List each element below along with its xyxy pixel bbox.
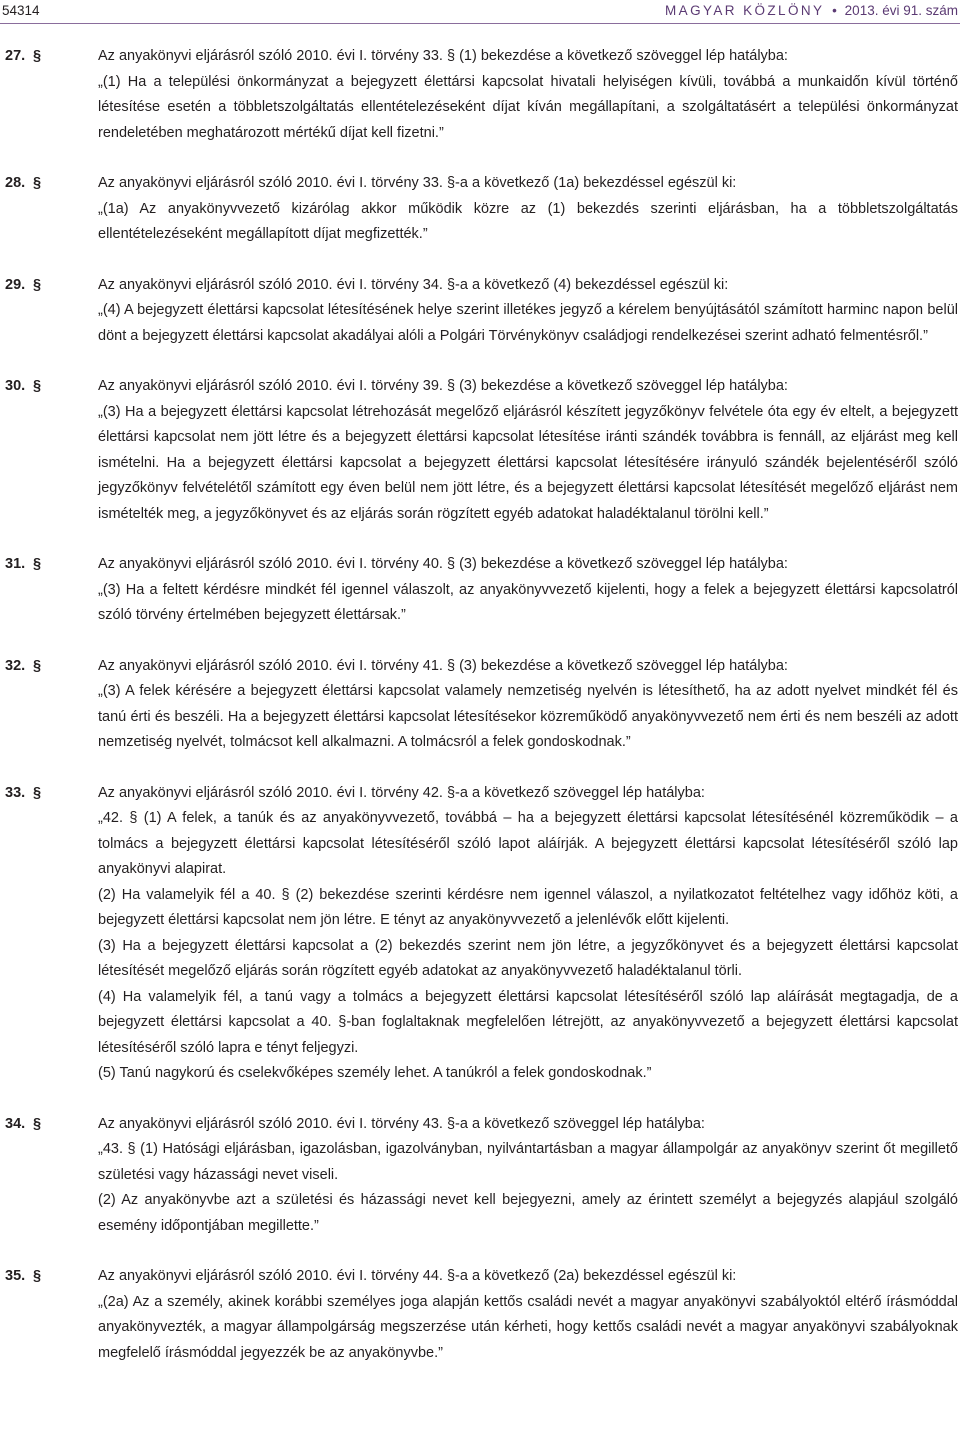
section-body [98, 171, 958, 248]
section-sign: § [33, 784, 42, 801]
section-sign: § [33, 276, 42, 293]
amended-text-paragraph: „(4) A bejegyzett élettársi kapcsolat létesítésének helye szerint illetékes jegyző a kérelem benyújtásától számított harminc napon belül dönt a bejegyzett élettársi kapcsolat akadályai alóli a Polgári Törvénykönyv családjogi rendelkezései szerint adható felmentésről.” [98, 302, 958, 344]
section-number: 32. [5, 657, 26, 674]
section-number: 28. [5, 175, 26, 191]
section-sign: § [33, 48, 42, 64]
amendment-intro: Az anyakönyvi eljárásról szóló 2010. évi I. törvény 43. §-a a következő szöveggel lép hatályba: [98, 1115, 705, 1132]
section [0, 781, 958, 1087]
amended-text-paragraph: „(2a) Az a személy, akinek korábbi személyes joga alapján kettős családi nevét a magyar anyakönyvi szabályoktól eltérő írásmóddal anyakönyvezték, a magyar állampolgárság megszerzése után kérheti, hogy kettős családi nevét a magyar anyakönyvi szabályoknak megfelelő írásmóddal jegyezzék be az anyakönyvbe.” [98, 1293, 958, 1361]
section-number: 34. [5, 1115, 26, 1132]
header-bullet: • [832, 3, 837, 18]
section-sign: § [33, 378, 42, 394]
amended-text-paragraph: „42. § (1) A felek, a tanúk és az anyakönyvvezető, továbbá – ha a bejegyzett élettársi kapcsolat létesítésénél közreműködik – a tolmács a bejegyzett élettársi kapcsolat létesítéséről szóló lapot aláírják. A bejegyzett élettársi kapcsolat létesítéséről szóló lap anyakönyvi alapirat. [98, 810, 958, 877]
amendment-intro: Az anyakönyvi eljárásról szóló 2010. évi I. törvény 42. §-a a következő szöveggel lép hatályba: [98, 784, 705, 801]
section-sign: § [33, 1115, 42, 1132]
section-body [98, 552, 958, 629]
section-number: 33. [5, 784, 26, 801]
amendment-intro: Az anyakönyvi eljárásról szóló 2010. évi I. törvény 44. §-a a következő (2a) bekezdéssel egészül ki: [98, 1268, 737, 1284]
amended-text-paragraph: „(1) Ha a települési önkormányzat a bejegyzett élettársi kapcsolat hivatali helyiségen kívüli, továbbá a munkaidőn kívül történő létesítése esetén a többletszolgáltatás ellentételezéseként díjat kíván megállapítani, a szolgáltatásért a települési önkormányzat rendeletében meghatározott mértékű díjat kell fizetni.” [98, 73, 958, 141]
issue-info: 2013. évi 91. szám [844, 3, 958, 18]
section-number: 31. [5, 556, 26, 572]
section [0, 171, 958, 248]
section-sign: § [33, 1268, 42, 1284]
section [0, 1264, 958, 1366]
amendment-intro: Az anyakönyvi eljárásról szóló 2010. évi I. törvény 40. § (3) bekezdése a következő szöveggel lép hatályba: [98, 556, 788, 572]
section-sign: § [33, 556, 42, 572]
amended-text-paragraph: (2) Ha valamelyik fél a 40. § (2) bekezdése szerinti kérdésre nem igennel válaszol, a nyilatkozatot feltételhez vagy időhöz köti, a bejegyzett élettársi kapcsolat nem jön létre. E tényt az anyakönyvvezető a jelenlévők előtt kijelenti. [98, 886, 958, 928]
section-body [98, 44, 958, 146]
page-number: 54314 [2, 3, 40, 18]
amended-text-paragraph: (5) Tanú nagykorú és cselekvőképes személy lehet. A tanúkról a felek gondoskodnak.” [98, 1065, 652, 1081]
header-rule [0, 23, 960, 24]
amended-text-paragraph: „(3) A felek kérésére a bejegyzett élettársi kapcsolat valamely nemzetiség nyelvén is létesíthető, ha az adott nyelvet mindkét fél és tanú érti és beszéli. Ha a bejegyzett élettársi kapcsolat létesítésekor közreműködő anyakönyvvezető nem érti és nem beszéli az adott nemzetiség nyelvét, tolmácsot kell alkalmazni. A tolmácsról a felek gondoskodnak.” [98, 683, 958, 750]
section [0, 552, 958, 629]
section [0, 273, 958, 350]
amendment-intro: Az anyakönyvi eljárásról szóló 2010. évi I. törvény 41. § (3) bekezdése a következő szöveggel lép hatályba: [98, 657, 788, 674]
section [0, 44, 958, 146]
section-body [98, 781, 958, 1087]
amendment-intro: Az anyakönyvi eljárásról szóló 2010. évi I. törvény 33. § (1) bekezdése a következő szöveggel lép hatályba: [98, 48, 788, 64]
section-number: 29. [5, 276, 26, 293]
amendment-intro: Az anyakönyvi eljárásról szóló 2010. évi I. törvény 34. §-a a következő (4) bekezdéssel egészül ki: [98, 276, 729, 293]
amended-text-paragraph: „(3) Ha a feltett kérdésre mindkét fél igennel válaszolt, az anyakönyvvezető kijelenti, hogy a felek a bejegyzett élettársi kapcsolatról szóló törvény értelmében bejegyzett élettársak.” [98, 581, 958, 623]
page-header [0, 0, 960, 24]
section-number: 30. [5, 378, 26, 394]
journal-title: MAGYAR KÖZLÖNY [665, 3, 825, 18]
section-sign: § [33, 175, 42, 191]
amendment-intro: Az anyakönyvi eljárásról szóló 2010. évi I. törvény 39. § (3) bekezdése a következő szöveggel lép hatályba: [98, 378, 788, 394]
amended-text-paragraph: „(3) Ha a bejegyzett élettársi kapcsolat létrehozását megelőző eljárásról készített jegyzőkönyv felvétele óta egy év eltelt, a bejegyzett élettársi kapcsolat nem jött létre és a bejegyzett élettársi kapcsolat létesítése iránti szándék továbbra is fennáll, az eljárást meg kell ismételni. Ha a bejegyzett élettársi kapcsolat a bejegyzett élettársi kapcsolat létesítésére irányuló szándék bejelentéséről szóló jegyzőkönyv felvételétől számított egy éven belül nem jött létre, és a bejegyzett élettársi kapcsolat létesítését megelőző eljárást nem ismételték meg, a jegyzőkönyvet és az eljárás során rögzített egyéb adatokat haladéktalanul törölni kell.” [98, 403, 958, 522]
section-body [98, 654, 958, 756]
amended-text-paragraph: (4) Ha valamelyik fél, a tanú vagy a tolmács a bejegyzett élettársi kapcsolat létesítéséről szóló lap aláírását megtagadja, de a bejegyzett élettársi kapcsolat a 40. §-ban foglaltaknak megfelelően létrejött, az anyakönyvvezető a bejegyzett élettársi kapcsolat létesítéséről szóló lapra e tényt feljegyzi. [98, 988, 958, 1056]
section-body [98, 1264, 958, 1366]
amended-text-paragraph: „43. § (1) Hatósági eljárásban, igazolásban, igazolványban, nyilvántartásban a magyar állampolgár az anyakönyv szerint őt megillető születési vagy házassági nevet viseli. [98, 1141, 958, 1183]
section-body [98, 374, 958, 527]
amended-text-paragraph: (2) Az anyakönyvbe azt a születési és házassági nevet kell bejegyezni, amely az érintett személyt a bejegyzés alapjául szolgáló esemény időpontjában megillette.” [98, 1192, 958, 1234]
section [0, 1112, 958, 1240]
section [0, 654, 958, 756]
amended-text-paragraph: „(1a) Az anyakönyvvezető kizárólag akkor működik közre az (1) bekezdés szerinti eljárásban, ha a többletszolgáltatás ellentételezéseként megállapított díjat megfizették.” [98, 200, 958, 242]
section-number: 27. [5, 48, 26, 64]
amended-text-paragraph: (3) Ha a bejegyzett élettársi kapcsolat a (2) bekezdés szerint nem jön létre, a jegyzőkönyvet és a bejegyzett élettársi kapcsolat létesítését megelőző eljárás során rögzített egyéb adatokat az anyakönyvvezető haladéktalanul törli. [98, 937, 958, 979]
section-body [98, 1112, 958, 1240]
journal-info [665, 3, 958, 18]
section-number: 35. [5, 1268, 26, 1284]
amendment-intro: Az anyakönyvi eljárásról szóló 2010. évi I. törvény 33. §-a a következő (1a) bekezdéssel egészül ki: [98, 175, 737, 191]
section-sign: § [33, 657, 42, 674]
section [0, 374, 958, 527]
document-body [0, 44, 958, 1391]
section-body [98, 273, 958, 350]
